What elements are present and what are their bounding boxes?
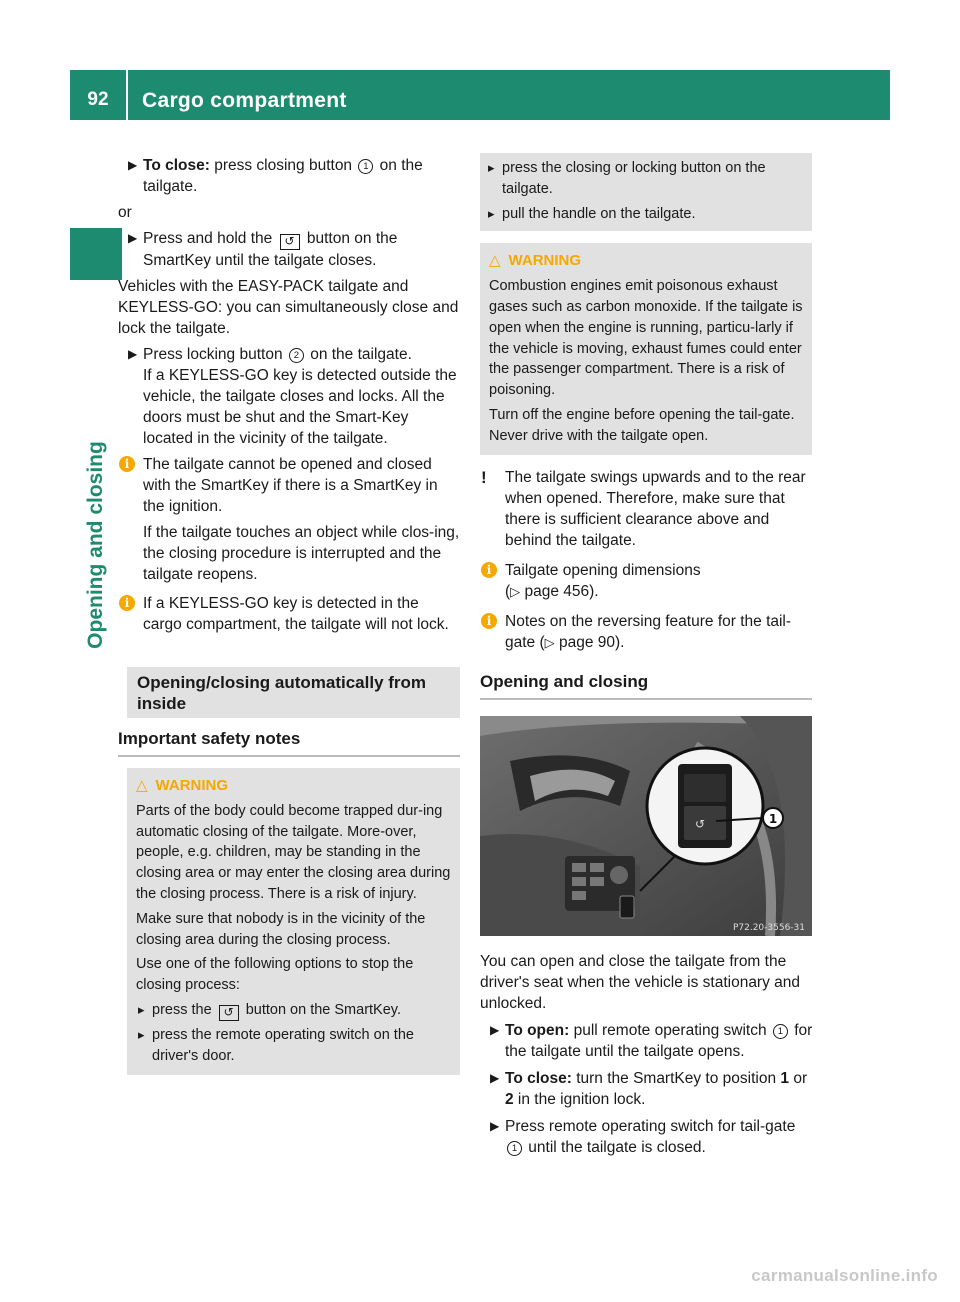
- right-column: [480, 153, 812, 700]
- subheading: Important safety notes: [118, 729, 301, 748]
- tailgate-switch-photo: [480, 716, 812, 936]
- section-marker: [70, 228, 122, 280]
- warning-text: Parts of the body could become trapped dur-ing automatic closing of the tailgate. More-over, people, e.g. children, may be standing in the closing area or may enter the closing area during the closing process. There is a risk of injury.: [136, 802, 451, 902]
- step-locking-button: ▶ Press locking button 2 on the tailgate. If a KEYLESS-GO key is detected outside the vehicle, the tailgate closes and locks. All the doors must be shut and the Smart-Key located in the vicinity of the tailgate.: [128, 346, 457, 447]
- info-note-continued: If the tailgate touches an object while clos-ing, the closing procedure is interrupted and the tailgate reopens.: [143, 524, 460, 583]
- header-divider: [126, 70, 128, 120]
- easy-pack-paragraph: Vehicles with the EASY-PACK tailgate and KEYLESS-GO: you can simultaneously close and lock the tailgate.: [118, 278, 459, 337]
- subheading: Opening and closing: [480, 671, 649, 691]
- warning-bullet: ▸ press the remote operating switch on the driver's door.: [138, 1026, 414, 1064]
- step-press-hold: ▶ Press and hold the ↺ button on the SmartKey until the tailgate closes.: [128, 230, 398, 269]
- callout-number: 1: [507, 1141, 522, 1156]
- warning-box: [480, 243, 812, 454]
- step-to-open: ▶ To open: pull remote operating switch 1 for the tailgate until the tailgate opens.: [490, 1022, 813, 1060]
- tailgate-key-icon: ↺: [280, 234, 300, 250]
- callout-number: 1: [773, 1024, 788, 1039]
- warning-triangle-icon: △: [489, 252, 501, 270]
- svg-text:↺: ↺: [695, 817, 706, 831]
- info-icon: i: [481, 613, 497, 629]
- warning-triangle-icon: △: [136, 777, 148, 794]
- warning-bullet: ▸ press the ↺ button on the SmartKey.: [138, 1001, 401, 1019]
- info-note: i If a KEYLESS-GO key is detected in the cargo compartment, the tailgate will not lock.: [118, 593, 460, 635]
- page-header: [70, 70, 890, 120]
- page-link[interactable]: page 456).: [524, 582, 599, 600]
- right-column-lower: [480, 951, 814, 1158]
- warning-bullet: ▸ pull the handle on the tailgate.: [488, 205, 696, 222]
- section-heading: Opening/closing automatically from inside: [137, 673, 427, 713]
- figure-id: P72.20-3556-31: [732, 923, 805, 933]
- page-ref-arrow-icon: ▷: [544, 634, 555, 650]
- warning-title: △ WARNING: [489, 252, 582, 270]
- step-arrow-icon: ▶: [128, 347, 138, 361]
- warning-continued-box: [480, 153, 812, 231]
- info-note: i Notes on the reversing feature for the tail-gate (▷ page 90).: [480, 611, 812, 653]
- info-note: i Tailgate opening dimensions (▷ page 456).: [480, 560, 812, 602]
- warning-text: Combustion engines emit poisonous exhaust gases such as carbon monoxide. If the tailgate is open when the engine is running, particu-larly if the vehicle is moving, exhaust fumes could enter the passenger compartment. There is a risk of poisoning.: [489, 278, 803, 399]
- page-title: Cargo compartment: [142, 89, 347, 112]
- step-arrow-icon: ▶: [128, 231, 138, 245]
- section-heading-box: [127, 667, 460, 718]
- warning-text: Turn off the engine before opening the tail-gate. Never drive with the tailgate open.: [489, 406, 795, 444]
- info-icon: i: [119, 456, 135, 472]
- step-arrow-icon: ▶: [490, 1119, 500, 1133]
- watermark: carmanualsonline.info: [751, 1266, 938, 1285]
- warning-bullet: ▸ press the closing or locking button on the tailgate.: [488, 160, 766, 197]
- step-arrow-icon: ▶: [490, 1023, 500, 1037]
- info-note: i The tailgate cannot be opened and closed with the SmartKey if there is a SmartKey in the ignition.: [118, 454, 460, 517]
- warning-text: Make sure that nobody is in the vicinity of the closing area during the closing process.: [136, 910, 426, 948]
- warning-box: [127, 768, 460, 1075]
- warning-text: Use one of the following options to stop the closing process:: [136, 956, 414, 994]
- page-ref-arrow-icon: ▷: [510, 583, 521, 599]
- callout-number: 2: [289, 348, 304, 363]
- door-panel-illustration: [480, 716, 812, 936]
- caution-note: ! The tailgate swings upwards and to the rear when opened. Therefore, make sure that there is sufficient clearance above and behind the tailgate.: [481, 467, 806, 549]
- divider: [118, 755, 460, 757]
- step-arrow-icon: ▶: [490, 1071, 500, 1085]
- step-to-close: ▶ To close: press closing button 1 on the tailgate.: [128, 157, 423, 195]
- tailgate-key-icon: ↺: [219, 1005, 239, 1021]
- intro-paragraph: You can open and close the tailgate from the driver's seat when the vehicle is stationary and unlocked.: [480, 953, 801, 1012]
- page-link[interactable]: page 90).: [558, 633, 625, 651]
- step-arrow-icon: ▶: [128, 158, 138, 172]
- exclamation-icon: !: [481, 467, 487, 487]
- page-number: 92: [87, 89, 109, 110]
- section-label: Opening and closing: [84, 441, 107, 649]
- callout-number: 1: [358, 159, 373, 174]
- warning-title: △ WARNING: [136, 777, 229, 794]
- info-icon: i: [481, 562, 497, 578]
- left-column: [118, 155, 460, 1075]
- or-text: or: [118, 204, 132, 221]
- step-to-close: ▶ To close: turn the SmartKey to position 1 or 2 in the ignition lock.: [490, 1070, 808, 1108]
- callout-number: 1: [768, 812, 778, 826]
- divider: [480, 698, 812, 700]
- info-icon: i: [119, 595, 135, 611]
- step-press-switch: ▶ Press remote operating switch for tail-gate 1 until the tailgate is closed.: [490, 1118, 796, 1156]
